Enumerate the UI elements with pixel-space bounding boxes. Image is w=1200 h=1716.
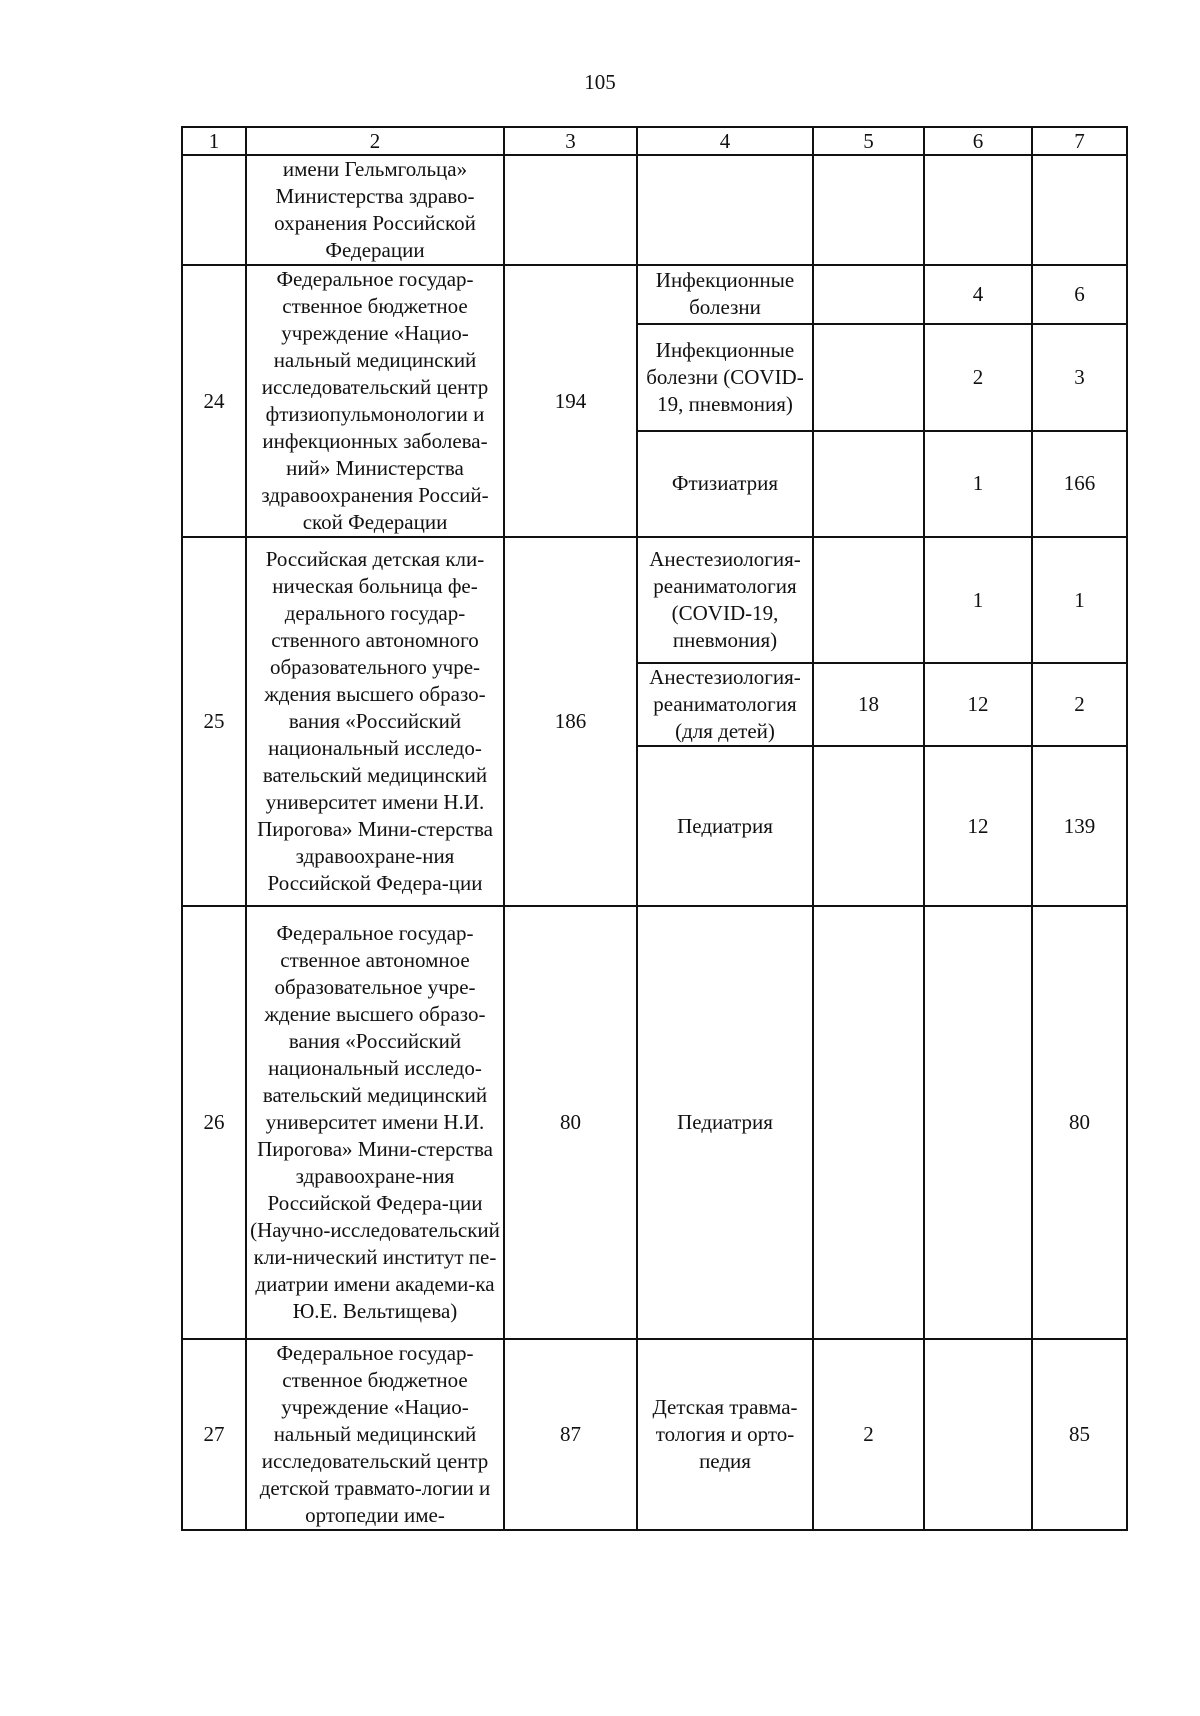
value-cell: 1	[924, 537, 1032, 663]
value-cell	[813, 431, 924, 537]
value-cell	[1032, 155, 1127, 265]
value-cell: 2	[924, 324, 1032, 431]
total-cell: 194	[504, 265, 637, 537]
profile-cell: Детская травма-тология и орто-педия	[637, 1339, 813, 1530]
row-number-cell: 27	[182, 1339, 246, 1530]
table-row	[182, 265, 1127, 324]
row-number-cell: 25	[182, 537, 246, 906]
total-cell	[504, 155, 637, 265]
value-cell: 1	[924, 431, 1032, 537]
table-row	[182, 155, 1127, 265]
total-cell: 186	[504, 537, 637, 906]
value-cell: 12	[924, 663, 1032, 746]
value-cell: 18	[813, 663, 924, 746]
column-header: 6	[924, 127, 1032, 155]
table-row	[182, 537, 1127, 663]
value-cell	[924, 906, 1032, 1339]
column-header: 5	[813, 127, 924, 155]
profile-cell: Анестезиология-реаниматология (для детей)	[637, 663, 813, 746]
profile-cell: Инфекционные болезни (COVID-19, пневмония)	[637, 324, 813, 431]
value-cell: 6	[1032, 265, 1127, 324]
column-header: 2	[246, 127, 504, 155]
total-cell: 80	[504, 906, 637, 1339]
value-cell: 4	[924, 265, 1032, 324]
row-number-cell: 26	[182, 906, 246, 1339]
column-header: 7	[1032, 127, 1127, 155]
value-cell: 139	[1032, 746, 1127, 906]
value-cell	[924, 1339, 1032, 1530]
profile-cell: Фтизиатрия	[637, 431, 813, 537]
value-cell: 3	[1032, 324, 1127, 431]
value-cell	[813, 324, 924, 431]
column-header: 4	[637, 127, 813, 155]
value-cell: 85	[1032, 1339, 1127, 1530]
column-header: 3	[504, 127, 637, 155]
column-header: 1	[182, 127, 246, 155]
row-number-cell: 24	[182, 265, 246, 537]
column-number-row	[182, 127, 1127, 155]
value-cell	[813, 906, 924, 1339]
value-cell	[813, 537, 924, 663]
value-cell: 1	[1032, 537, 1127, 663]
total-cell: 87	[504, 1339, 637, 1530]
table-row	[182, 906, 1127, 1339]
hospital-table	[181, 126, 1128, 1531]
table-row	[182, 1339, 1127, 1530]
profile-cell: Педиатрия	[637, 746, 813, 906]
value-cell	[813, 265, 924, 324]
organization-cell: Федеральное государ-ственное бюджетное учреждение «Нацио-нальный медицинский исследовательский центр фтизиопульмонологии и инфекционных заболева-ний» Министерства здравоохранения Россий-ской Федерации	[246, 265, 504, 537]
organization-cell: Российская детская кли-ническая больница фе-дерального государ-ственного автономного образовательного учре-ждения высшего образо-вания «Российский национальный исследо-вательский медицинский университет имени Н.И. Пирогова» Мини-стерства здравоохране-ния Российской Федера-ции	[246, 537, 504, 906]
value-cell: 166	[1032, 431, 1127, 537]
organization-cell: Федеральное государ-ственное автономное образовательное учре-ждение высшего образо-вания «Российский национальный исследо-вательский медицинский университет имени Н.И. Пирогова» Мини-стерства здравоохране-ния Российской Федера-ции (Научно-исследовательский кли-нический институт пе-диатрии имени академи-ка Ю.Е. Вельтищева)	[246, 906, 504, 1339]
profile-cell: Педиатрия	[637, 906, 813, 1339]
value-cell	[813, 155, 924, 265]
page-number: 105	[584, 70, 616, 94]
value-cell: 12	[924, 746, 1032, 906]
profile-cell: Анестезиология-реаниматология (COVID-19, пневмония)	[637, 537, 813, 663]
value-cell: 2	[1032, 663, 1127, 746]
value-cell	[813, 746, 924, 906]
organization-cell: Федеральное государ-ственное бюджетное учреждение «Нацио-нальный медицинский исследовательский центр детской травмато-логии и ортопедии име-	[246, 1339, 504, 1530]
organization-cell: имени Гельмгольца» Министерства здраво-охранения Российской Федерации	[246, 155, 504, 265]
value-cell	[924, 155, 1032, 265]
row-number-cell	[182, 155, 246, 265]
profile-cell: Инфекционные болезни	[637, 265, 813, 324]
value-cell: 80	[1032, 906, 1127, 1339]
value-cell: 2	[813, 1339, 924, 1530]
profile-cell	[637, 155, 813, 265]
